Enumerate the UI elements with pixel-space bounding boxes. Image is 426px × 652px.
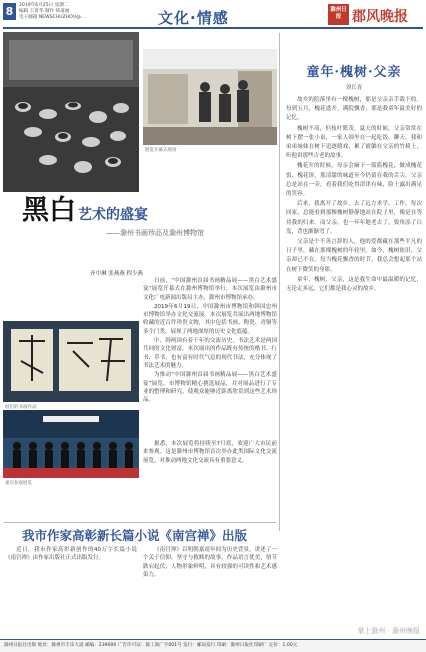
article-divider <box>4 522 276 523</box>
feature-body-right <box>143 277 277 437</box>
header-date: 2019年6月25日 星期二 <box>19 3 69 8</box>
article2-paragraph: 近日，我市作家高彰新创作的40万字长篇小说《南宫禅》由作家出版社正式出版发行。 <box>5 547 137 562</box>
essay-paragraph: 后来，我离开了故乡，去了远方求学、工作。每次回家，总能看到那棵槐树静静地站在院子里，像是在等待我的归来。而父亲，也一年年地老去了，鬓角添了白发，背也渐渐弯了。 <box>286 201 422 235</box>
feature-subtitle: ——滁州书画珍品及滁州博物馆 <box>106 229 204 237</box>
feature-paragraph: 中、韩两国有着千年的交流历史，书法艺术是两国共同的文化财富。本次展出的作品既有传统的楷书、行书、草书，也有富有时代气息的现代书法，充分体现了书法艺术的魅力。 <box>143 338 277 369</box>
page-footer <box>0 639 426 652</box>
feature-paragraph: 日前，“中国滁州首届书画精品展——黑白艺术盛宴”展览开幕式在滁州博物馆举行，本次展览由滁州市文化广电新闻出版局主办，滁州市博物馆承办。 <box>143 278 277 301</box>
article2-body-right <box>143 546 277 634</box>
article2-paragraph: 《南宫禅》以明朝嘉靖年间为历史背景，讲述了一个关于信仰、坚守与救赎的故事，作品语言优美，情节跌宕起伏，人物形象鲜明，具有较强的可读性和艺术感染力。 <box>143 547 277 578</box>
feature-paragraph: 2019年6月19日，中国滁州市博物馆和韩国忠州市博物馆举办文化交流展。本次展览共展出两地博物馆收藏的近百件珍贵文物，其中包括书画、陶瓷、青铜等多个门类，展现了两地深厚的历史文化底蕴。 <box>143 303 277 335</box>
visitors-image <box>143 49 277 145</box>
essay-paragraph: 童年、槐树、父亲，这是我生命中最温暖的记忆，无论走多远，它们都是我心灵的故乡。 <box>286 276 422 293</box>
essay-author: 刘长青 <box>345 85 363 91</box>
feature-body-bottom <box>143 440 277 520</box>
exhibit-hall-photo <box>3 32 139 192</box>
essay-paragraph: 槐花开的时候，母亲会摘下一篮篮槐花，做成槐花饭、槐花饼，那清甜的味道至今仍留在我的舌尖。父亲总是站在一旁，看着我们吃得津津有味，脸上露出满足的笑容。 <box>286 163 422 198</box>
article2-title: 我市作家高彰新长篇小说《南宫禅》出版 <box>22 528 248 543</box>
watermark: 掌上滁州 · 滁州晚报 <box>357 627 420 635</box>
caption-1: 展览开幕式现场 <box>145 148 177 153</box>
guests-photo <box>3 410 139 478</box>
essay-paragraph: 父亲是个不善言辞的人，他的爱都藏在那些平凡的日子里，藏在那棵槐树的年轮里。如今，槐树依旧，父亲却已不在。每当槐花飘香的时节，我总会想起那个站在树下微笑的身影。 <box>286 239 422 273</box>
header-email: 电子邮箱 NEWSCHUZHOU@... <box>19 15 86 20</box>
caption-3: 嘉宾参观展览 <box>5 481 32 486</box>
essay-title: 童年·槐树·父亲 <box>306 65 402 80</box>
section-title: 文化·情感 <box>158 9 229 27</box>
feature-byline: 齐中琳 张燕燕 程少燕 <box>90 271 143 277</box>
exhibit-hall-image <box>3 32 139 192</box>
guests-image <box>3 410 139 478</box>
feature-title-rest: 艺术的盛宴 <box>78 207 148 223</box>
museum-visitors-photo <box>143 49 277 145</box>
essay-body <box>286 96 422 624</box>
calligraphy-photo <box>3 321 139 402</box>
essay-paragraph: 故乡的院落里有一棵槐树，那是父亲亲手栽下的。每到五月，槐花盛开，满院飘香，那是我童年最美好的记忆。 <box>286 97 422 122</box>
header-info <box>19 3 85 21</box>
essay-paragraph: 槐树不高，但枝叶繁茂。夏天的时候，父亲常常在树下摆一张小桌，一家人围坐在一起吃饭、聊天。我和弟弟妹妹在树下追逐嬉戏，累了就躺在父亲的竹椅上，听他讲那些古老的故事。 <box>286 125 422 160</box>
calligraphy-image <box>3 321 139 402</box>
feature-paragraph: 据悉，本次展览将持续至7月底，欢迎广大市民前来参观。这是滁州市博物馆首次举办此类国际文化交流展览，对推动两地文化交流具有重要意义。 <box>143 441 277 464</box>
feature-paragraph: 为推动“中国滁州首届书画精品展——黑白艺术盛宴”展览，市博物馆精心挑选展品，并对展品进行了专业的整理和研究，使观众能够近距离欣赏到这些艺术珍品。 <box>143 372 277 404</box>
feature-title-main: 黑白 <box>22 195 76 226</box>
header-divider <box>3 27 423 29</box>
feature-title-block <box>22 188 272 258</box>
footer-text: 滁州日报社出版 地址：滁州市丰乐大道 邮编：239000 广告许可证：滁工商广字001号 发行：邮局发行 印刷：滁州日报社印刷厂 定价：1.00元 <box>4 643 298 648</box>
paper-name: 郡风晚报 <box>352 9 408 25</box>
caption-2: 展出的书画作品 <box>5 405 37 410</box>
header-editor: 编辑 王菁华 制作 韩道丽 <box>19 9 70 14</box>
article2-body-left <box>5 546 137 634</box>
page-number: 8 <box>3 3 16 20</box>
paper-logo: 滁州日报 <box>328 4 349 25</box>
column-divider <box>279 33 280 531</box>
